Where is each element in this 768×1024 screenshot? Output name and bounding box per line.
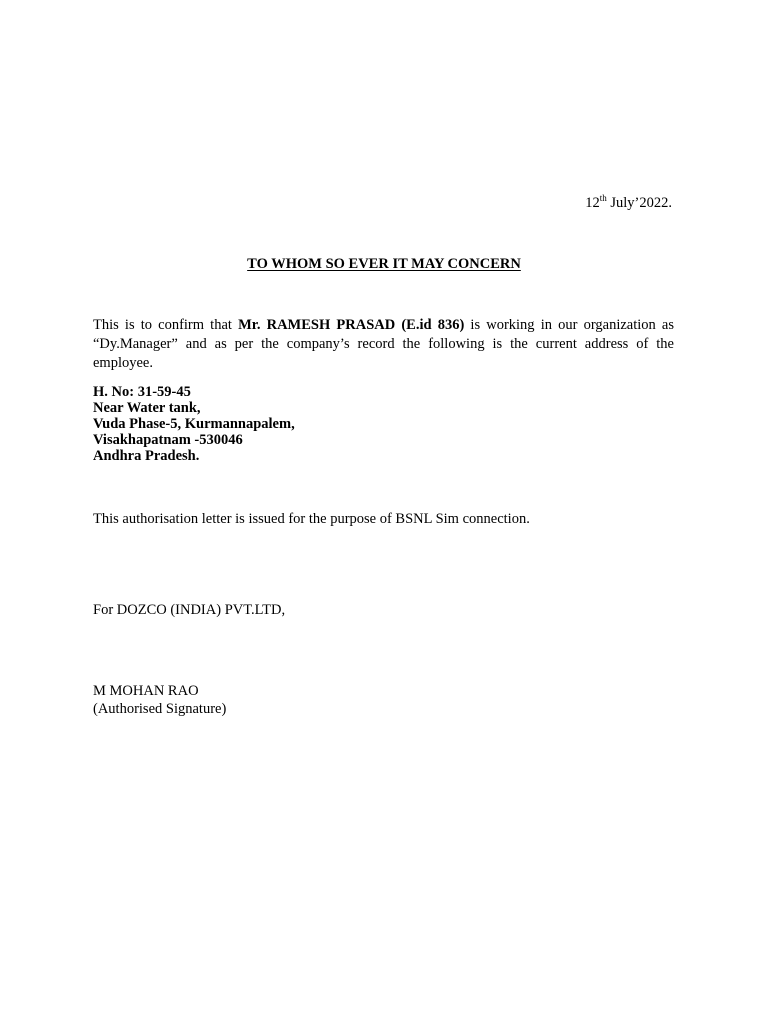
address-line: H. No: 31-59-45 (93, 384, 191, 400)
date-rest: July’2022. (606, 195, 672, 211)
confirmation-paragraph (93, 316, 674, 373)
company-line: For DOZCO (INDIA) PVT.LTD, (93, 602, 286, 618)
employee-address (93, 384, 295, 464)
signatory-block (93, 682, 226, 718)
signatory-title: (Authorised Signature) (93, 701, 227, 717)
employee-name: Mr. RAMESH PRASAD (E.id 836) (238, 317, 465, 333)
letter-date (585, 195, 672, 212)
date-suffix: th (599, 193, 607, 203)
purpose-statement: This authorisation letter is issued for the purpose of BSNL Sim connection. (93, 511, 530, 527)
address-line: Andhra Pradesh. (93, 448, 200, 464)
date-day: 12 (585, 195, 600, 211)
address-line: Vuda Phase-5, Kurmannapalem, (93, 416, 295, 432)
signatory-name: M MOHAN RAO (93, 683, 199, 699)
address-line: Visakhapatnam -530046 (93, 432, 243, 448)
body-middle: is working in our organization as “Dy.Manager” and as per the company’s record the following is the current address of the employee. (93, 317, 674, 371)
address-line: Near Water tank, (93, 400, 201, 416)
body-intro: This is to confirm that (93, 317, 239, 333)
letter-heading: TO WHOM SO EVER IT MAY CONCERN (247, 256, 521, 272)
